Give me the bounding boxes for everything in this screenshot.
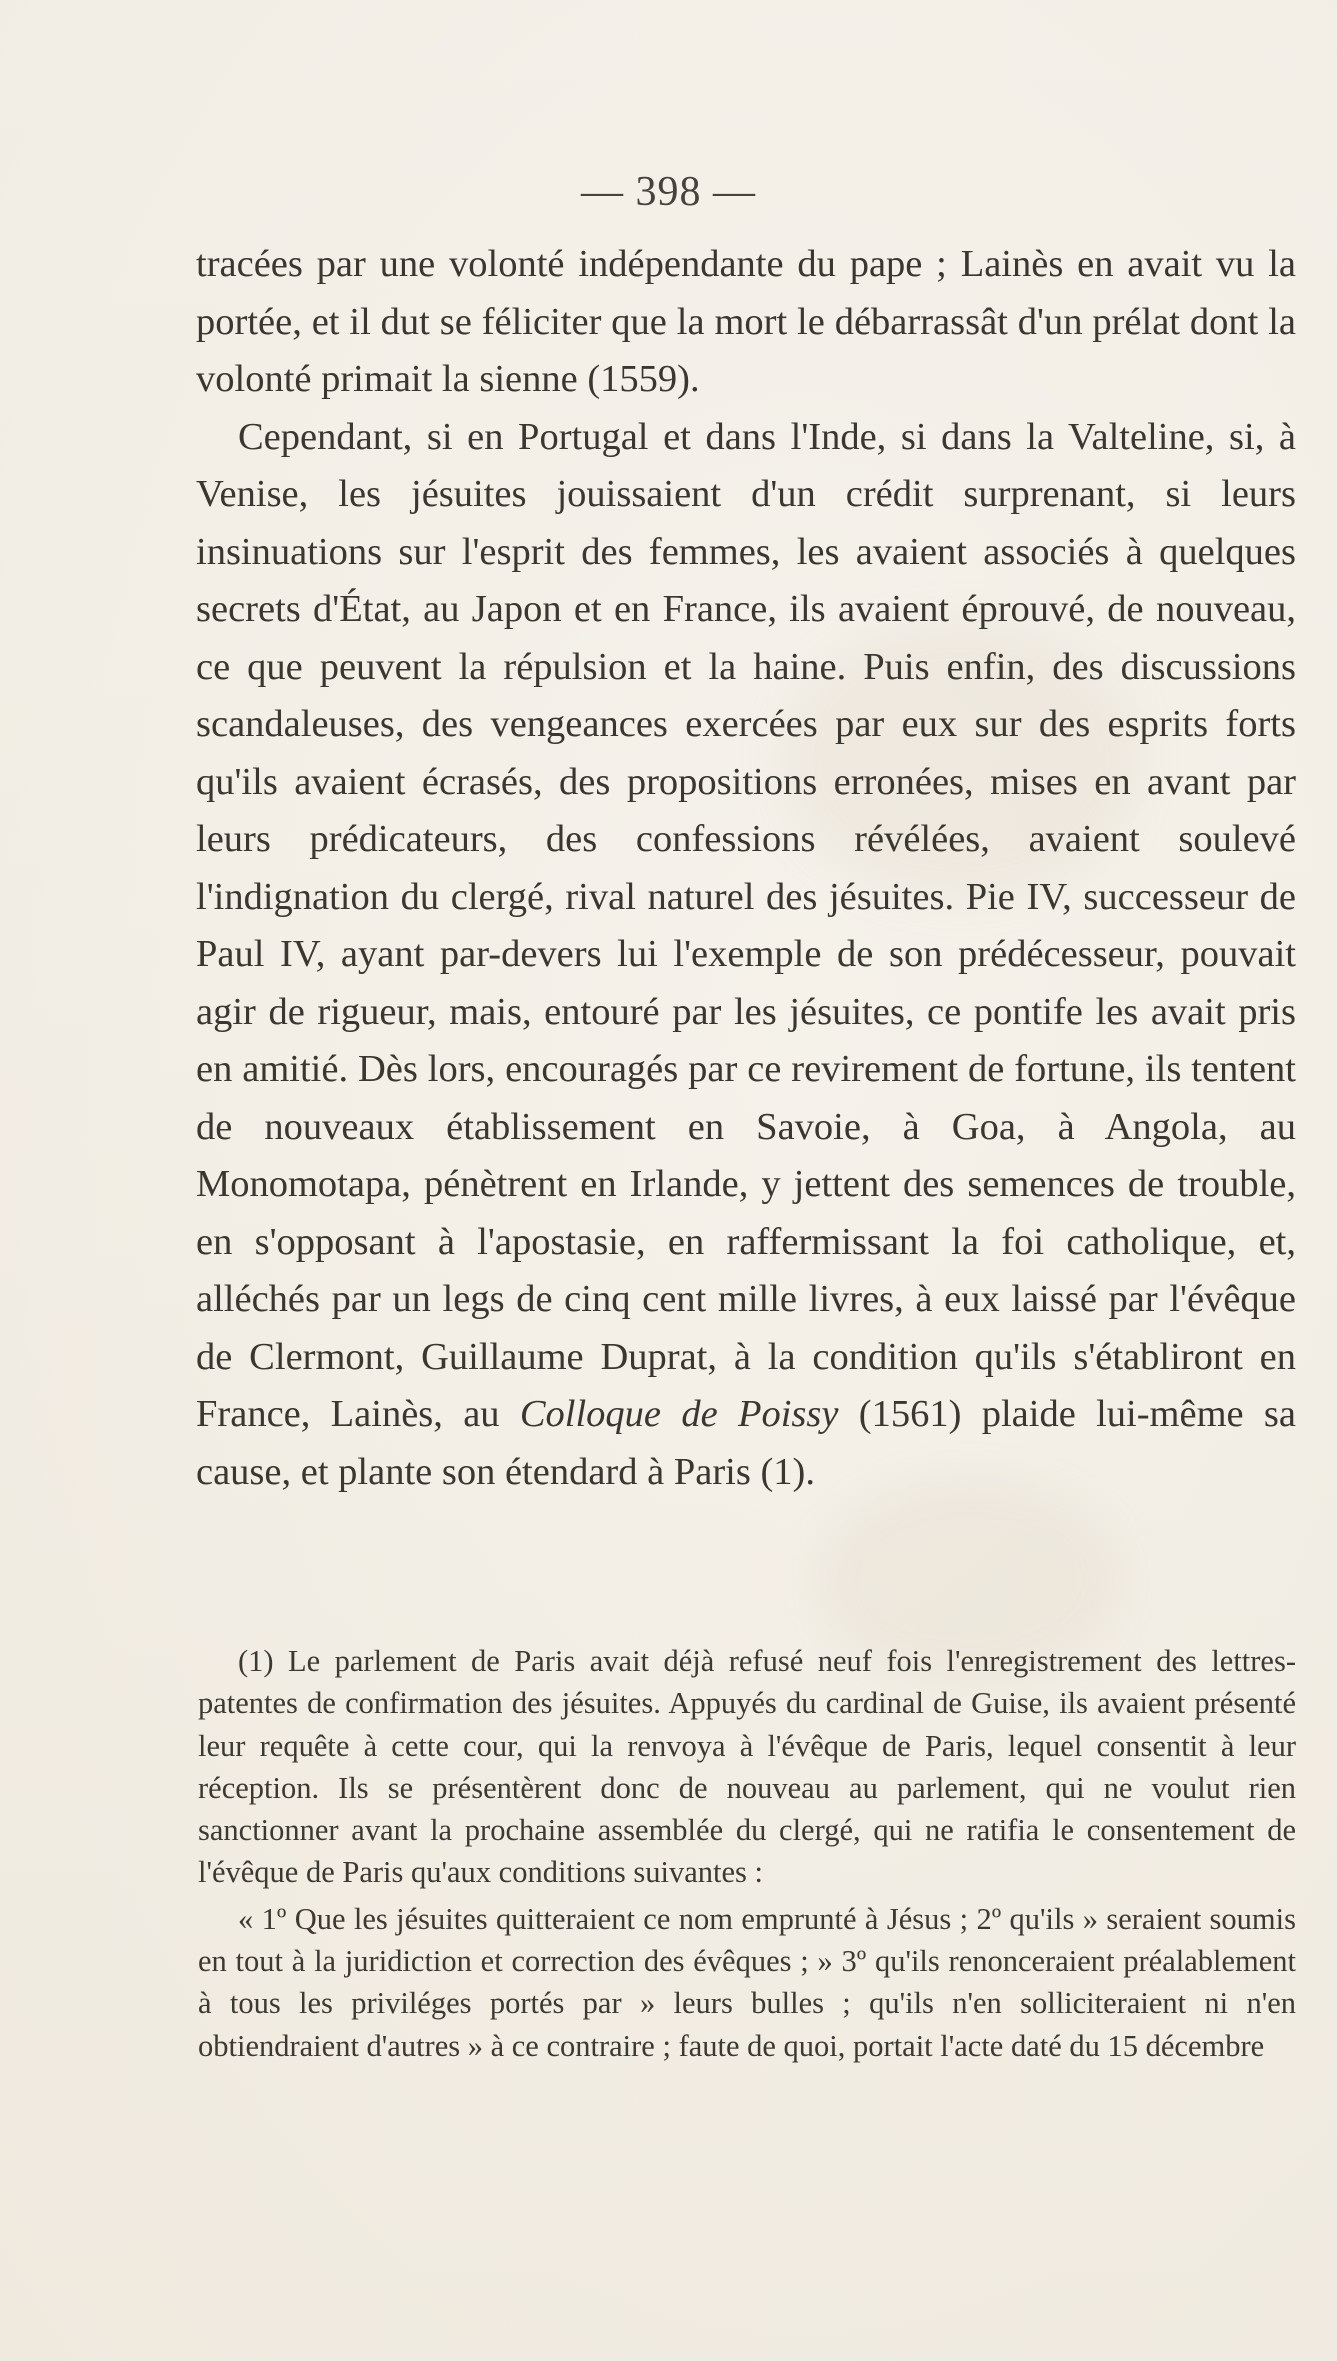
page-number: — 398 —	[581, 169, 756, 215]
paragraph-text: (1561) plaide lui-même sa cause, et plante son étendard à Paris (1).	[196, 1393, 1296, 1493]
paragraph-text: Cependant, si en Portugal et dans l'Inde, si dans la Valteline, si, à Venise, les jésuites jouissaient d'un crédit surprenant, si leurs insinuations sur l'esprit des femmes, les avaient associés à quelques secrets d'État, au Japon et en France, ils avaient éprouvé, de nouveau, ce que peuvent la répulsion et la haine. Puis enfin, des discussions scandaleuses, des vengeances exercées par eux sur des esprits forts qu'ils avaient écrasés, des propositions erronées, mises en avant par leurs prédicateurs, des confessions révélées, avaient soulevé l'indignation du clergé, rival naturel des jésuites. Pie IV, successeur de Paul IV, ayant par-devers lui l'exemple de son prédécesseur, pouvait agir de rigueur, mais, entouré par les jésuites, ce pontife les avait pris en amitié. Dès lors, encouragés par ce revirement de fortune, ils tentent de nouveaux établissement en Savoie, à Goa, à Angola, au Monomotapa, pénètrent en Irlande, y jettent des semences de trouble, en s'opposant à l'apostasie, en raffermissant la foi catholique, et, alléchés par un legs de cinq cent mille livres, à eux laissé par l'évêque de Clermont, Guillaume Duprat, à la condition qu'ils s'établiront en France, Lainès, au	[196, 415, 1296, 1435]
footnote: (1) Le parlement de Paris avait déjà refusé neuf fois l'enregistrement des lettres-patentes de confirmation des jésuites. Appuyés du cardinal de Guise, ils avaient présenté leur requête à cette cour, qui la renvoya à l'évêque de Paris, lequel consentit à leur réception. Ils se présentèrent donc de nouveau au parlement, qui ne voulut rien sanctionner avant la prochaine assemblée du clergé, qui ne ratifia le consentement de l'évêque de Paris qu'aux conditions suivantes :	[198, 1644, 1296, 1890]
main-text	[196, 236, 1296, 1501]
footnote-quote: « 1º Que les jésuites quitteraient ce nom emprunté à Jésus ; 2º qu'ils » seraient soumis en tout à la juridiction et correction des évêques ; » 3º qu'ils renonceraient préalablement à tous les priviléges portés par » leurs bulles ; qu'ils n'en solliciteraient ni n'en obtiendraient d'autres » à ce contraire ; faute de quoi, portait l'acte daté du 15 décembre	[198, 1901, 1296, 2063]
paragraph: tracées par une volonté indépendante du pape ; Lainès en avait vu la portée, et il dut se féliciter que la mort le débarrassât d'un prélat dont la volonté primait la sienne (1559).	[196, 243, 1296, 400]
paragraph	[196, 409, 1296, 1502]
italic-title: Colloque de Poissy	[519, 1393, 839, 1435]
footnotes	[198, 1640, 1296, 2067]
